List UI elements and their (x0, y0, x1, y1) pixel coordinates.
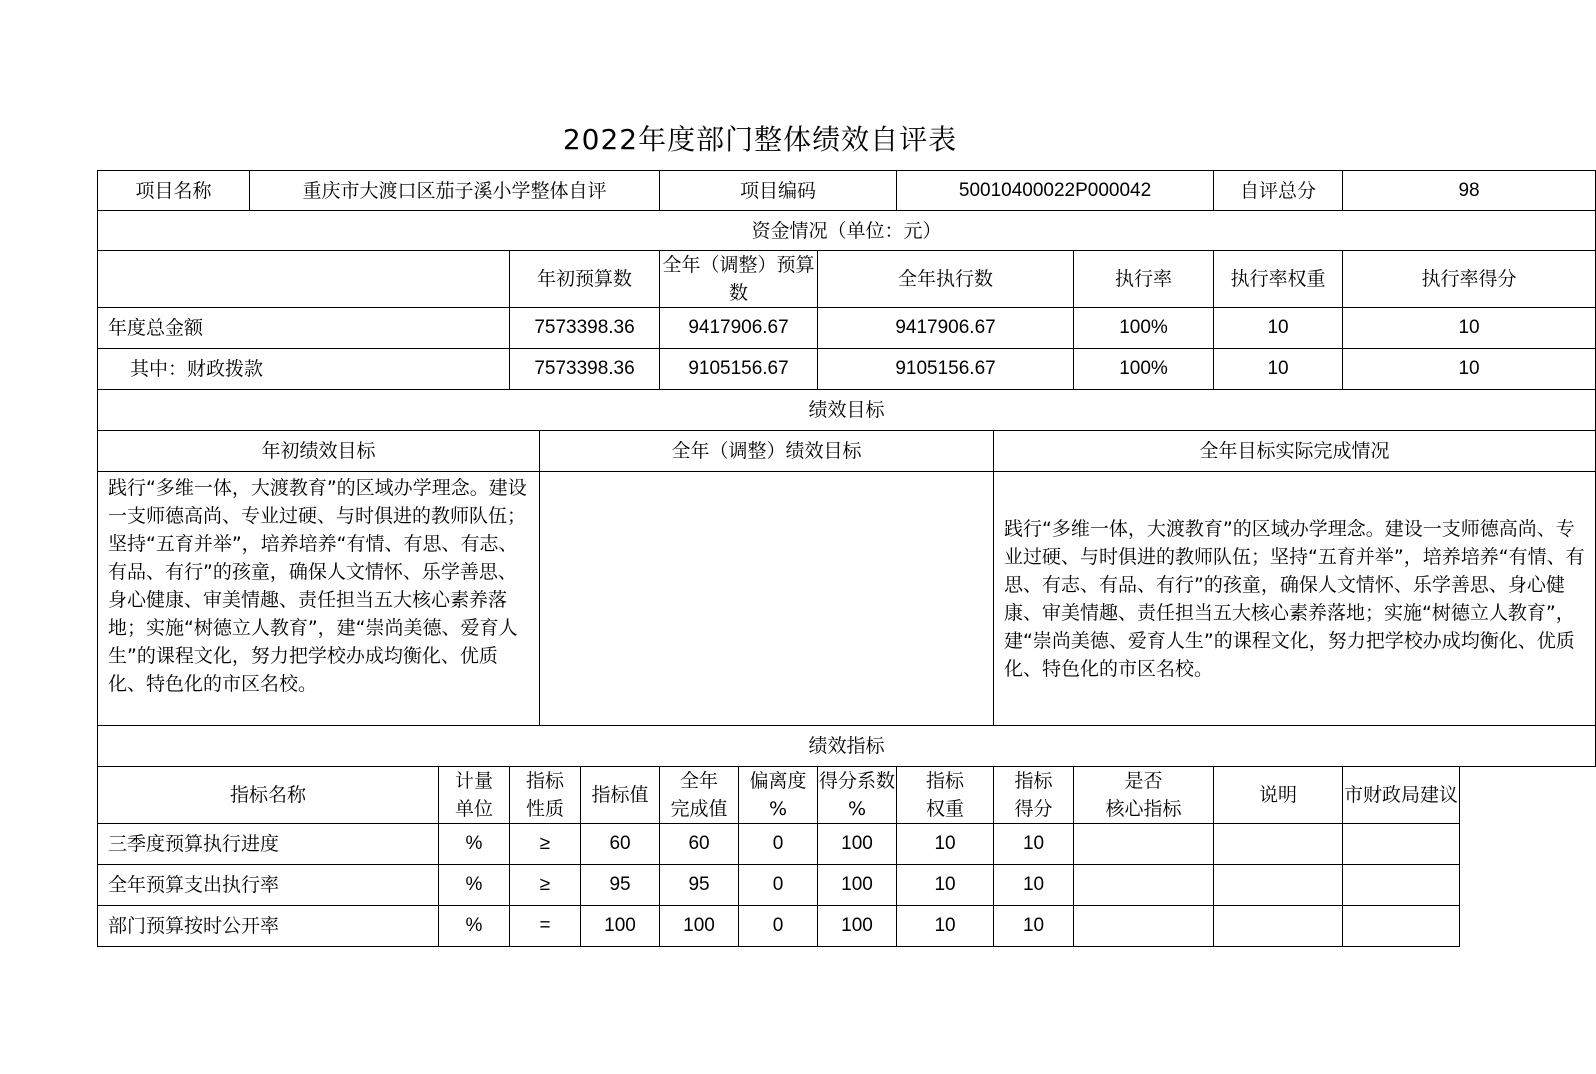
ind-score: 10 (994, 865, 1074, 906)
goals-actual-text: 践行“多维一体，大渡教育”的区域办学理念。建设一支师德高尚、专业过硬、与时俱进的教师队伍；坚持“五育并举”，培养培养“有情、有思、有志、有品、有行”的孩童，确保人文情怀、乐学善思、身心健康、审美情趣、责任担当五大核心素养落地；实施“树德立人教育”，建“崇尚美德、爱育人生”的课程文化，努力把学校办成均衡化、优质化、特色化的市区名校。 (994, 472, 1596, 726)
funds-cell: 7573398.36 (510, 308, 660, 349)
ind-col-complete-line1: 全年 (680, 770, 719, 792)
ind-col-deviation-line1: 偏离度 (749, 770, 807, 792)
ind-col-complete (660, 767, 739, 824)
ind-col-weight-line1: 指标 (926, 770, 965, 792)
funds-cell: 9417906.67 (818, 308, 1074, 349)
ind-core (1074, 865, 1214, 906)
funds-row-label: 其中：财政拨款 (98, 349, 510, 390)
funds-cell: 7573398.36 (510, 349, 660, 390)
project-header-row (98, 171, 1596, 211)
ind-nature: = (510, 906, 581, 947)
project-name-value: 重庆市大渡口区茄子溪小学整体自评 (250, 171, 660, 211)
ind-col-score (994, 767, 1074, 824)
ind-col-unit-line2: 单位 (454, 798, 493, 820)
indicator-row (98, 906, 1596, 947)
ind-weight: 10 (897, 865, 994, 906)
ind-name: 部门预算按时公开率 (98, 906, 439, 947)
ind-deviation: 0 (739, 906, 818, 947)
ind-unit: % (439, 906, 510, 947)
funds-cell: 10 (1343, 308, 1596, 349)
ind-coef: 100 (818, 824, 897, 865)
ind-weight: 10 (897, 824, 994, 865)
goals-header-row (98, 431, 1596, 472)
ind-complete: 100 (660, 906, 739, 947)
indicators-header-row (98, 767, 1596, 824)
funds-cell: 9105156.67 (660, 349, 818, 390)
ind-col-unit (439, 767, 510, 824)
ind-nature: ≥ (510, 824, 581, 865)
goals-section-title: 绩效目标 (98, 390, 1596, 431)
ind-col-coef-line1: 得分系数 (819, 770, 896, 792)
ind-col-score-line2: 得分 (1014, 798, 1053, 820)
ind-deviation: 0 (739, 824, 818, 865)
ind-col-advice: 市财政局建议 (1343, 767, 1460, 824)
ind-col-core (1074, 767, 1214, 824)
funds-cell: 100% (1074, 349, 1214, 390)
ind-note (1214, 824, 1343, 865)
funds-col-score: 执行率得分 (1343, 251, 1596, 308)
ind-coef: 100 (818, 906, 897, 947)
funds-col-rate: 执行率 (1074, 251, 1214, 308)
ind-col-core-line1: 是否 (1124, 770, 1163, 792)
project-code-value: 50010400022P000042 (897, 171, 1214, 211)
ind-advice (1343, 906, 1460, 947)
funds-cell: 9105156.67 (818, 349, 1074, 390)
ind-coef: 100 (818, 865, 897, 906)
ind-complete: 60 (660, 824, 739, 865)
evaluation-table (97, 170, 1596, 947)
ind-col-deviation (739, 767, 818, 824)
ind-col-coef-line2: % (847, 798, 867, 820)
ind-note (1214, 865, 1343, 906)
funds-header-row (98, 251, 1596, 308)
ind-advice (1343, 865, 1460, 906)
goals-col-initial: 年初绩效目标 (98, 431, 540, 472)
funds-cell: 10 (1343, 349, 1596, 390)
ind-col-note: 说明 (1214, 767, 1343, 824)
funds-row-total (98, 308, 1596, 349)
ind-unit: % (439, 824, 510, 865)
ind-score: 10 (994, 824, 1074, 865)
total-score-value: 98 (1343, 171, 1596, 211)
ind-col-score-line1: 指标 (1014, 770, 1053, 792)
funds-col-initial-budget: 年初预算数 (510, 251, 660, 308)
indicator-row (98, 824, 1596, 865)
ind-col-coef (818, 767, 897, 824)
funds-row-fiscal (98, 349, 1596, 390)
project-name-label: 项目名称 (98, 171, 250, 211)
total-score-label: 自评总分 (1214, 171, 1343, 211)
ind-col-nature-line1: 指标 (525, 770, 564, 792)
ind-col-nature (510, 767, 581, 824)
ind-name: 三季度预算执行进度 (98, 824, 439, 865)
ind-col-name: 指标名称 (98, 767, 439, 824)
funds-col-weight: 执行率权重 (1214, 251, 1343, 308)
ind-col-complete-line2: 完成值 (670, 798, 728, 820)
ind-name: 全年预算支出执行率 (98, 865, 439, 906)
ind-target: 95 (581, 865, 660, 906)
goals-adjusted-text (540, 472, 994, 726)
ind-note (1214, 906, 1343, 947)
ind-unit: % (439, 865, 510, 906)
indicators-section-title: 绩效指标 (98, 726, 1596, 767)
ind-deviation: 0 (739, 865, 818, 906)
ind-col-core-line2: 核心指标 (1105, 798, 1182, 820)
funds-col-executed: 全年执行数 (818, 251, 1074, 308)
ind-col-target: 指标值 (581, 767, 660, 824)
funds-cell: 10 (1214, 308, 1343, 349)
funds-col-adjusted-budget: 全年（调整）预算数 (660, 251, 818, 308)
ind-weight: 10 (897, 906, 994, 947)
ind-col-unit-line1: 计量 (454, 770, 493, 792)
goals-col-actual: 全年目标实际完成情况 (994, 431, 1596, 472)
funds-cell: 10 (1214, 349, 1343, 390)
ind-col-nature-line2: 性质 (525, 798, 564, 820)
ind-core (1074, 824, 1214, 865)
funds-header-blank (98, 251, 510, 308)
ind-advice (1343, 824, 1460, 865)
ind-target: 100 (581, 906, 660, 947)
ind-core (1074, 906, 1214, 947)
goals-text-row (98, 472, 1596, 726)
indicator-row (98, 865, 1596, 906)
ind-col-deviation-line2: % (768, 798, 788, 820)
ind-complete: 95 (660, 865, 739, 906)
goals-col-adjusted: 全年（调整）绩效目标 (540, 431, 994, 472)
ind-score: 10 (994, 906, 1074, 947)
funds-row-label: 年度总金额 (98, 308, 510, 349)
ind-col-weight (897, 767, 994, 824)
page-title: 2022年度部门整体绩效自评表 (562, 123, 958, 156)
funds-cell: 9417906.67 (660, 308, 818, 349)
ind-col-weight-line2: 权重 (926, 798, 965, 820)
ind-target: 60 (581, 824, 660, 865)
ind-nature: ≥ (510, 865, 581, 906)
goals-initial-text: 践行“多维一体，大渡教育”的区域办学理念。建设一支师德高尚、专业过硬、与时俱进的教师队伍；坚持“五育并举”，培养培养“有情、有思、有志、有品、有行”的孩童，确保人文情怀、乐学善思、身心健康、审美情趣、责任担当五大核心素养落地；实施“树德立人教育”，建“崇尚美德、爱育人生”的课程文化，努力把学校办成均衡化、优质化、特色化的市区名校。 (98, 472, 540, 726)
funds-section-title: 资金情况（单位：元） (98, 211, 1596, 251)
project-code-label: 项目编码 (660, 171, 897, 211)
funds-cell: 100% (1074, 308, 1214, 349)
